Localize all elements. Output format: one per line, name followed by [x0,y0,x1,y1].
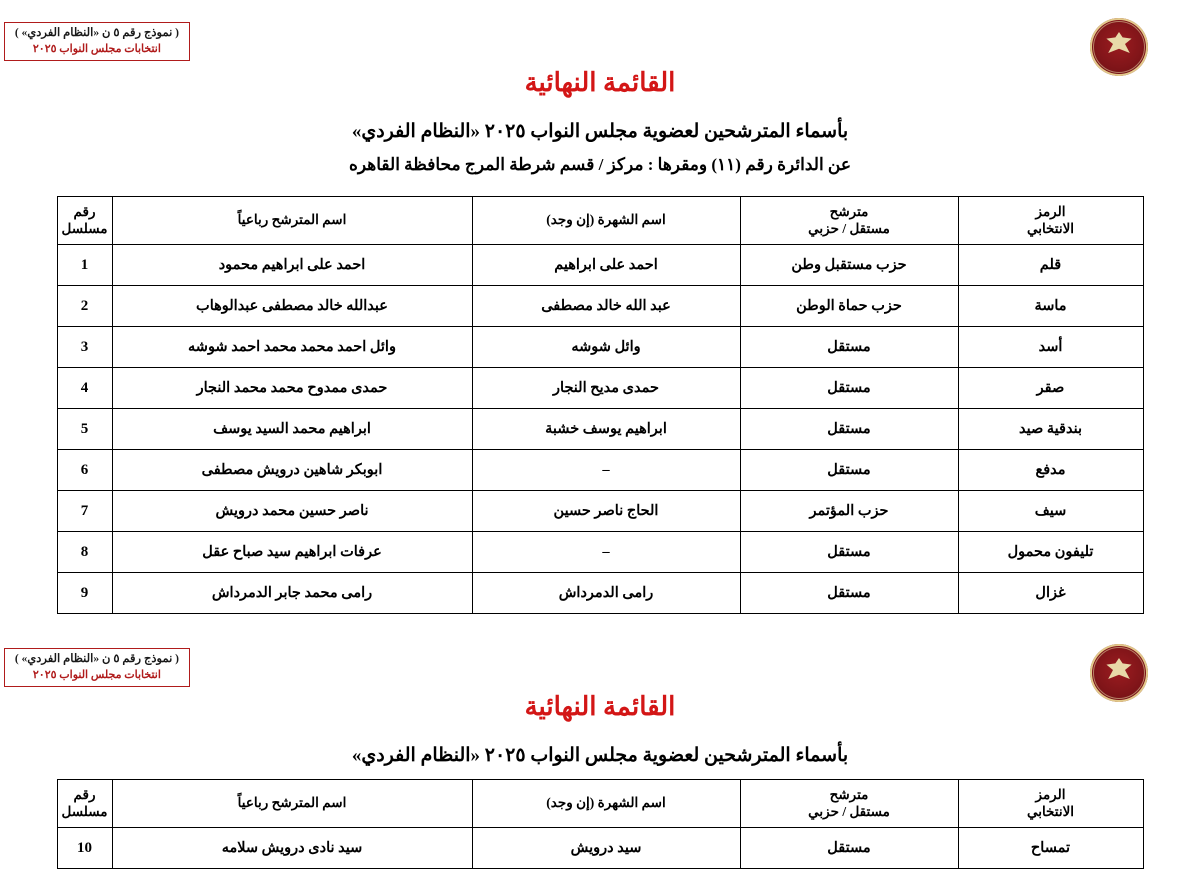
cell-symbol: غزال [958,573,1143,614]
table-row [57,573,1143,614]
cell-symbol: سيف [958,491,1143,532]
form-stamp-line2: انتخابات مجلس النواب ٢٠٢٥ [32,668,161,681]
cell-symbol: ماسة [958,286,1143,327]
cell-full-name: وائل احمد محمد محمد احمد شوشه [112,327,472,368]
cell-index: 9 [57,573,112,614]
page-subtitle-2: بأسماء المترشحين لعضوية مجلس النواب ٢٠٢٥ «النظام الفردي» [351,745,849,766]
cell-full-name: ابراهيم محمد السيد يوسف [112,409,472,450]
cell-nickname: الحاج ناصر حسين [472,491,740,532]
form-stamp-line2: انتخابات مجلس النواب ٢٠٢٥ [32,42,161,55]
cell-party: مستقل [740,532,958,573]
cell-full-name: رامى محمد جابر الدمرداش [112,573,472,614]
form-stamp-line1: ( نموذج رقم ٥ ن «النظام الفردي» ) [14,27,179,39]
cell-index: 7 [57,491,112,532]
cell-symbol: بندقية صيد [958,409,1143,450]
cell-full-name: سيد نادى درويش سلامه [112,828,472,869]
cell-index: 6 [57,450,112,491]
col-index [57,780,112,828]
cell-nickname: ابراهيم يوسف خشبة [472,409,740,450]
col-full-name: اسم المترشح رباعياً [112,780,472,828]
cell-party: مستقل [740,450,958,491]
cell-party: مستقل [740,409,958,450]
col-index [57,197,112,245]
col-party [740,197,958,245]
cell-full-name: احمد على ابراهيم محمود [112,245,472,286]
cell-party: حزب المؤتمر [740,491,958,532]
cell-index: 10 [57,828,112,869]
cell-symbol: أسد [958,327,1143,368]
table-row [57,286,1143,327]
col-nickname: اسم الشهرة (إن وجد) [472,780,740,828]
col-symbol [958,197,1143,245]
col-symbol-line2: الانتخابي [1026,803,1075,819]
cell-nickname: – [472,532,740,573]
cell-nickname: حمدى مديح النجار [472,368,740,409]
cell-symbol: تليفون محمول [958,532,1143,573]
table-row [57,532,1143,573]
col-party-line1: مترشح [829,786,869,802]
col-party-line1: مترشح [829,203,869,219]
cell-nickname: احمد على ابراهيم [472,245,740,286]
cell-party: حزب مستقبل وطن [740,245,958,286]
cell-symbol: صقر [958,368,1143,409]
col-nickname: اسم الشهرة (إن وجد) [472,197,740,245]
cell-nickname: عبد الله خالد مصطفى [472,286,740,327]
col-index-line2: مسلسل [61,803,108,819]
col-party-line2: مستقل / حزبي [808,220,890,236]
cell-full-name: ناصر حسين محمد درويش [112,491,472,532]
col-index-line1: رقم [73,203,96,219]
cell-index: 3 [57,327,112,368]
form-stamp-1 [4,22,190,61]
cell-symbol: قلم [958,245,1143,286]
form-stamp-2 [4,648,190,687]
table-row [57,409,1143,450]
cell-index: 1 [57,245,112,286]
page-section-2 [0,636,1200,872]
cell-index: 8 [57,532,112,573]
cell-full-name: عبدالله خالد مصطفى عبدالوهاب [112,286,472,327]
table-row [57,828,1143,869]
table-row [57,245,1143,286]
col-full-name: اسم المترشح رباعياً [112,197,472,245]
cell-index: 4 [57,368,112,409]
table-header-row [57,197,1143,245]
col-party [740,780,958,828]
cell-full-name: عرفات ابراهيم سيد صباح عقل [112,532,472,573]
table-row [57,368,1143,409]
col-index-line2: مسلسل [61,220,108,236]
col-symbol-line2: الانتخابي [1026,220,1075,236]
cell-party: مستقل [740,368,958,409]
cell-index: 2 [57,286,112,327]
col-index-line1: رقم [73,786,96,802]
form-stamp-line1: ( نموذج رقم ٥ ن «النظام الفردي» ) [14,653,179,665]
cell-party: مستقل [740,573,958,614]
cell-symbol: مدفع [958,450,1143,491]
cell-nickname: – [472,450,740,491]
cell-symbol: تمساح [958,828,1143,869]
candidates-table-2 [57,779,1144,869]
district-line: عن الدائرة رقم (١١) ومقرها : مركز / قسم شرطة المرج محافظة القاهره [348,155,852,174]
table-row [57,327,1143,368]
cell-nickname: وائل شوشه [472,327,740,368]
page-title-1: القائمة النهائية [524,68,676,97]
col-symbol [958,780,1143,828]
page-title-2: القائمة النهائية [524,692,676,721]
cell-nickname: رامى الدمرداش [472,573,740,614]
col-party-line2: مستقل / حزبي [808,803,890,819]
cell-nickname: سيد درويش [472,828,740,869]
cell-party: حزب حماة الوطن [740,286,958,327]
table-row [57,491,1143,532]
table-row [57,450,1143,491]
cell-index: 5 [57,409,112,450]
col-symbol-line1: الرمز [1035,786,1066,802]
cell-full-name: ابوبكر شاهين درويش مصطفى [112,450,472,491]
col-symbol-line1: الرمز [1035,203,1066,219]
candidates-table-1 [57,196,1144,614]
cell-party: مستقل [740,327,958,368]
cell-party: مستقل [740,828,958,869]
table-header-row [57,780,1143,828]
cell-full-name: حمدى ممدوح محمد محمد النجار [112,368,472,409]
page-subtitle-1: بأسماء المترشحين لعضوية مجلس النواب ٢٠٢٥ «النظام الفردي» [351,121,849,142]
